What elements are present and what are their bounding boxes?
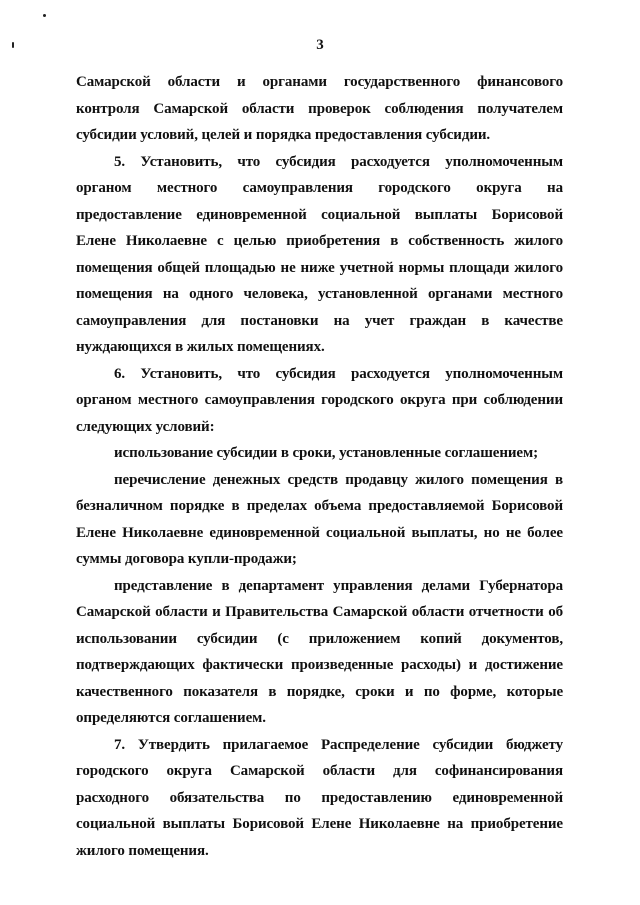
paragraph-item-7: 7. Утвердить прилагаемое Распределение субсидии бюджету городского округа Самарской области для софинансирования расходного обязательства по предоставлению единовременной социальной выплаты Борисовой Елене Николаевне на приобретение жилого помещения. [76,736,563,859]
paragraph-item-6: 6. Установить, что субсидия расходуется уполномоченным органом местного самоуправления городского округа при соблюдении следующих условий: [76,365,563,435]
paragraph-condition-2: перечисление денежных средств продавцу жилого помещения в безналичном порядке в пределах объема предоставляемой Борисовой Елене Николаевне единовременной социальной выплаты, но не более суммы договора купли-продажи; [76,471,563,567]
paragraph-condition-3: представление в департамент управления делами Губернатора Самарской области и Правительства Самарской области отчетности об использовании субсидии (с приложением копий документов, подтверждающих фактически произведенные расходы) и достижение качественного показателя в порядке, сроки и по форме, которые определяются соглашением. [76,577,563,726]
scan-dot-mark [43,14,46,17]
paragraph-item-5: 5. Установить, что субсидия расходуется уполномоченным органом местного самоуправления городского округа на предоставление единовременной социальной выплаты Борисовой Елене Николаевне с целью приобретения в собственность жилого помещения общей площадью не ниже учетной нормы площади жилого помещения на одного человека, установленной органами местного самоуправления для постановки на учет граждан в качестве нуждающихся в жилых помещениях. [76,153,563,355]
paragraph-condition-1: использование субсидии в сроки, установленные соглашением; [114,445,538,461]
paragraph-continuation: Самарской области и органами государственного финансового контроля Самарской области проверок соблюдения получателем субсидии условий, целей и порядка предоставления субсидии. [76,74,563,143]
document-body [76,69,563,864]
page-number: 3 [316,37,324,53]
